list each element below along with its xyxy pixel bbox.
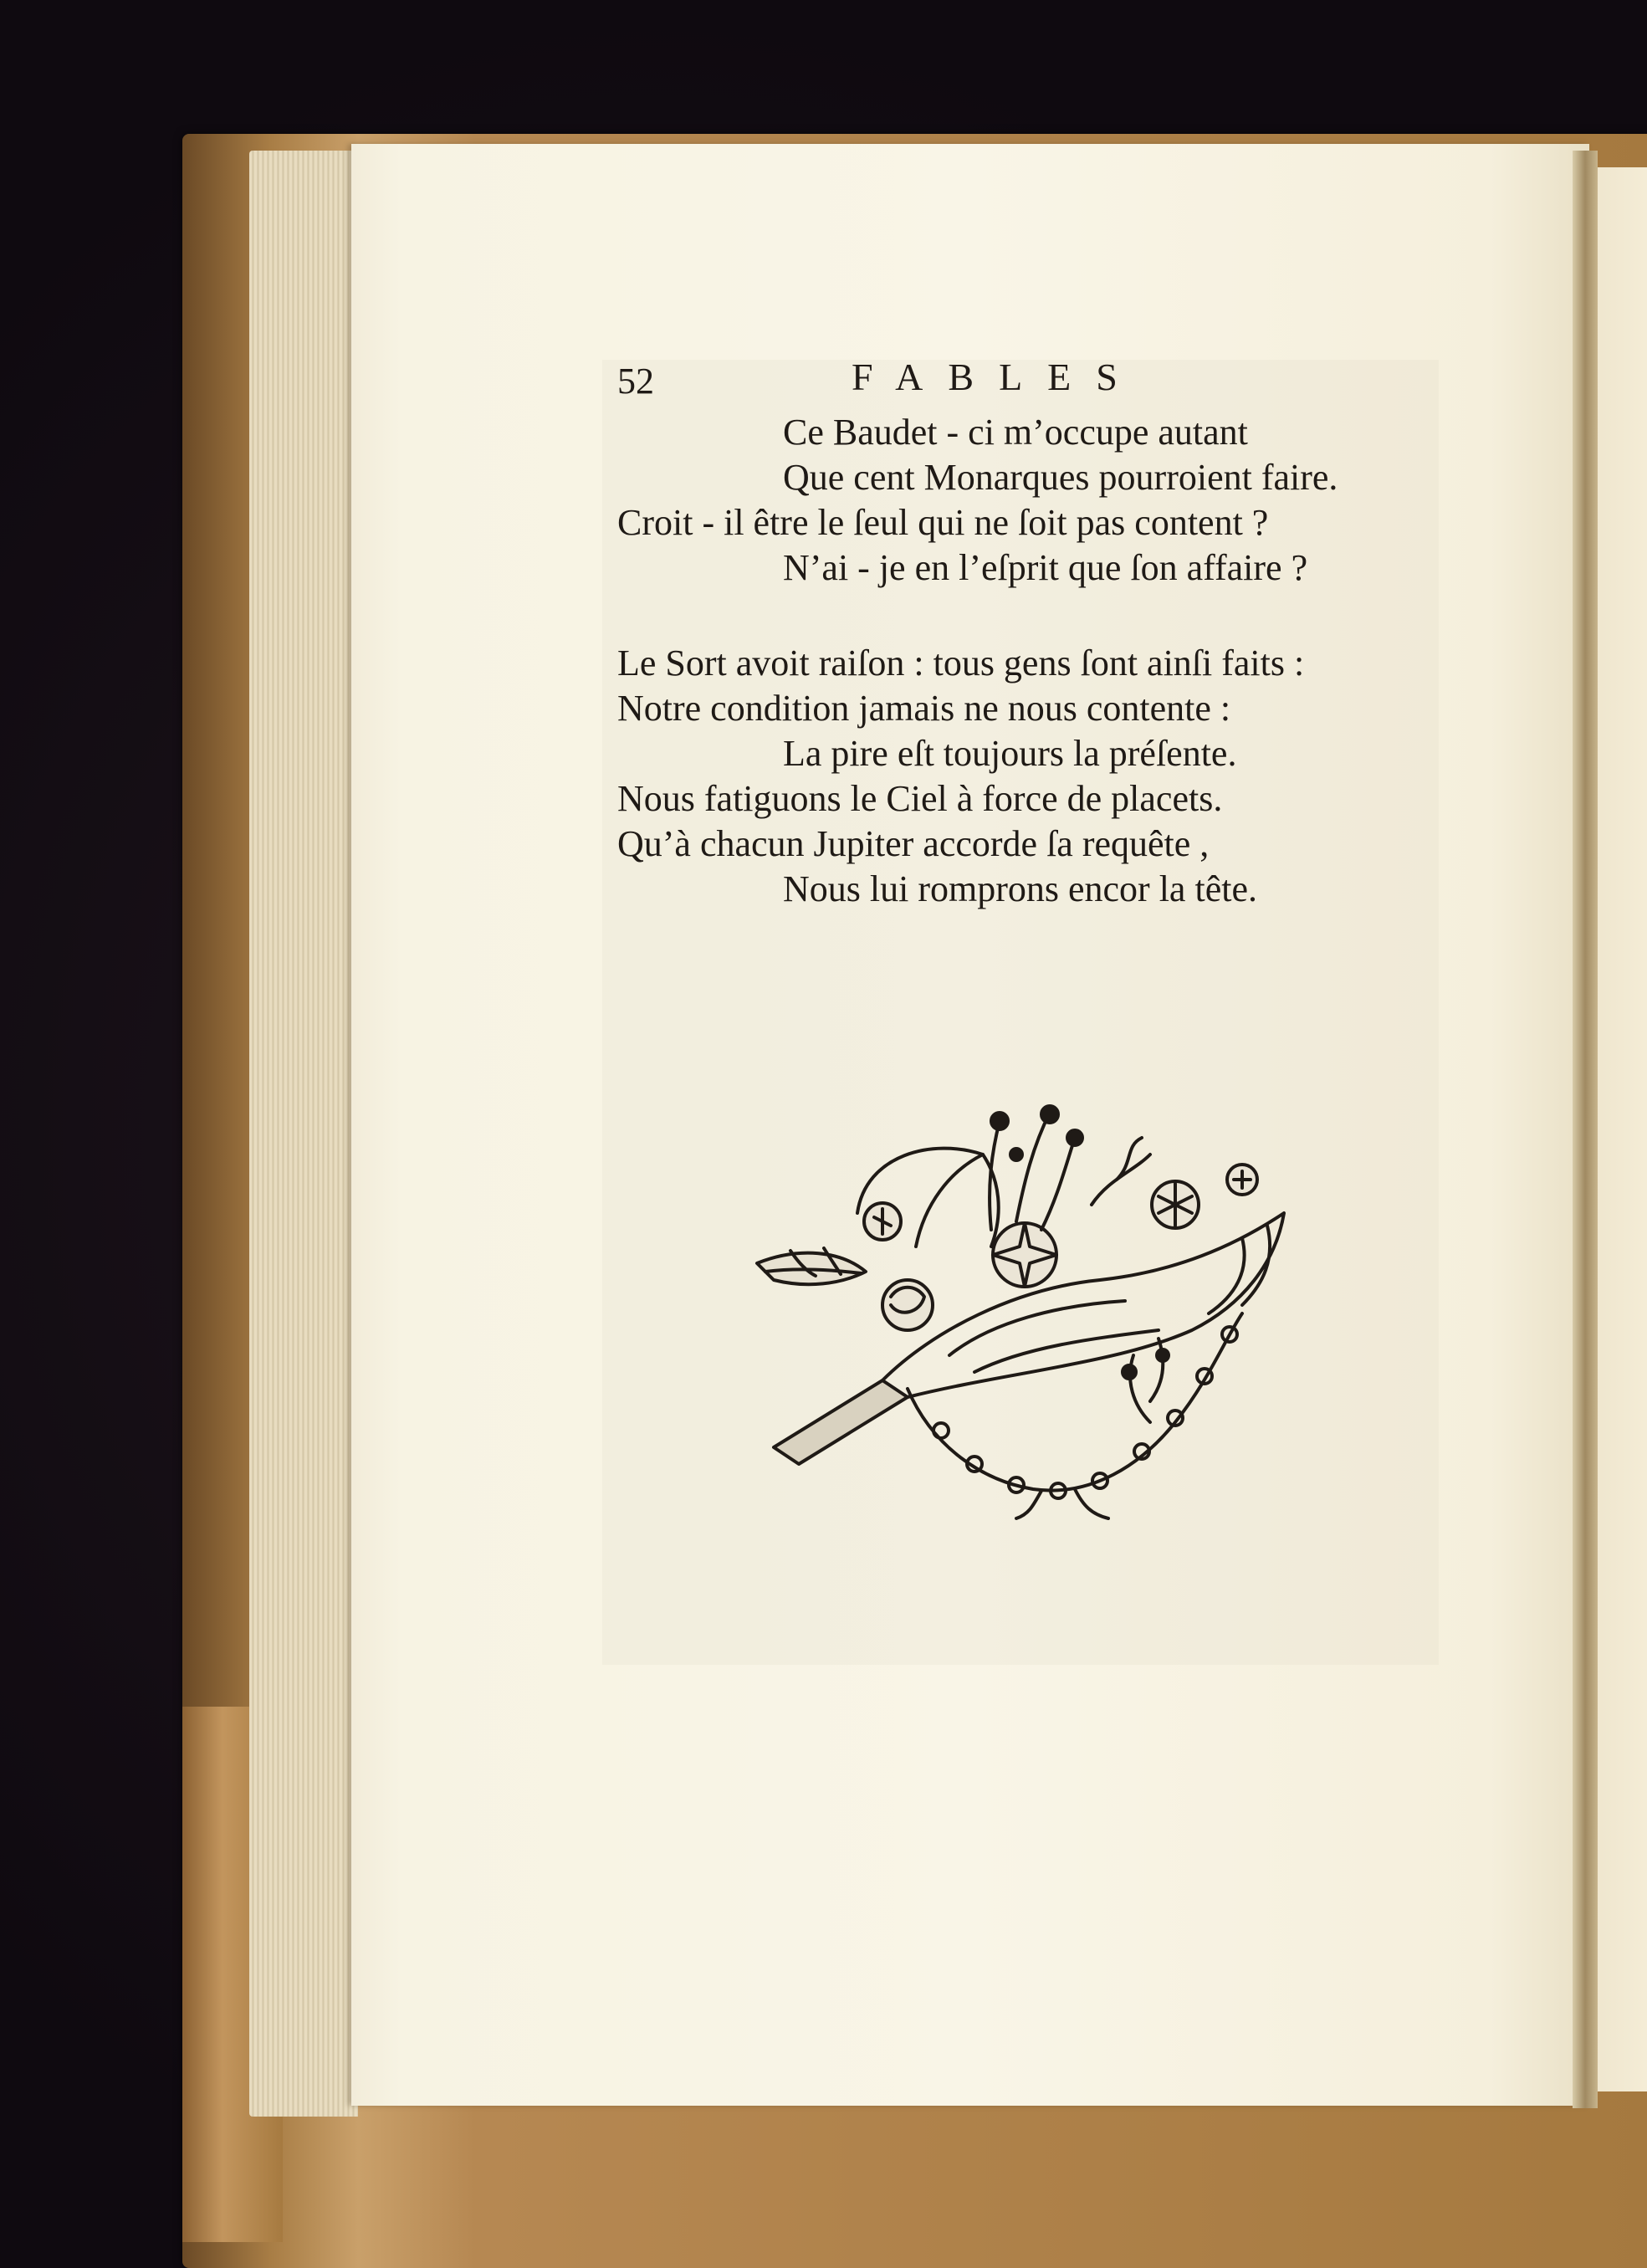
stanza-2 [617, 641, 1454, 912]
verse-line: Nous fatiguons le Ciel à force de placets. [617, 778, 1223, 819]
facing-page-edge [1593, 167, 1647, 2091]
verse-line: Croit - il être le ſeul qui ne ſoit pas content ? [617, 502, 1269, 543]
page-number: 52 [617, 361, 654, 402]
verse-line: Le Sort avoit raiſon : tous gens ſont ainſi faits : [617, 643, 1305, 683]
page-edges [249, 151, 358, 2117]
verse-line: Ce Baudet - ci m’occupe autant [783, 412, 1248, 453]
verse-line: Qu’à chacun Jupiter accorde ſa requête , [617, 823, 1210, 864]
running-title: FABLES [852, 356, 1143, 398]
verse-line: Notre condition jamais ne nous contente : [617, 688, 1231, 729]
verse-line: La pire eſt toujours la préſente. [783, 733, 1237, 774]
book-gutter [1573, 151, 1598, 2108]
floral-cornucopia-vignette-icon [740, 1104, 1343, 1523]
stanza-gap [617, 591, 1454, 641]
page-text [617, 351, 1454, 912]
verse-line: Nous lui romprons encor la tête. [783, 868, 1257, 909]
verse-line: N’ai - je en l’eſprit que ſon affaire ? [783, 547, 1308, 588]
page-header [617, 351, 1454, 410]
stanza-1 [617, 410, 1454, 591]
verse-line: Que cent Monarques pourroient faire. [783, 457, 1338, 498]
